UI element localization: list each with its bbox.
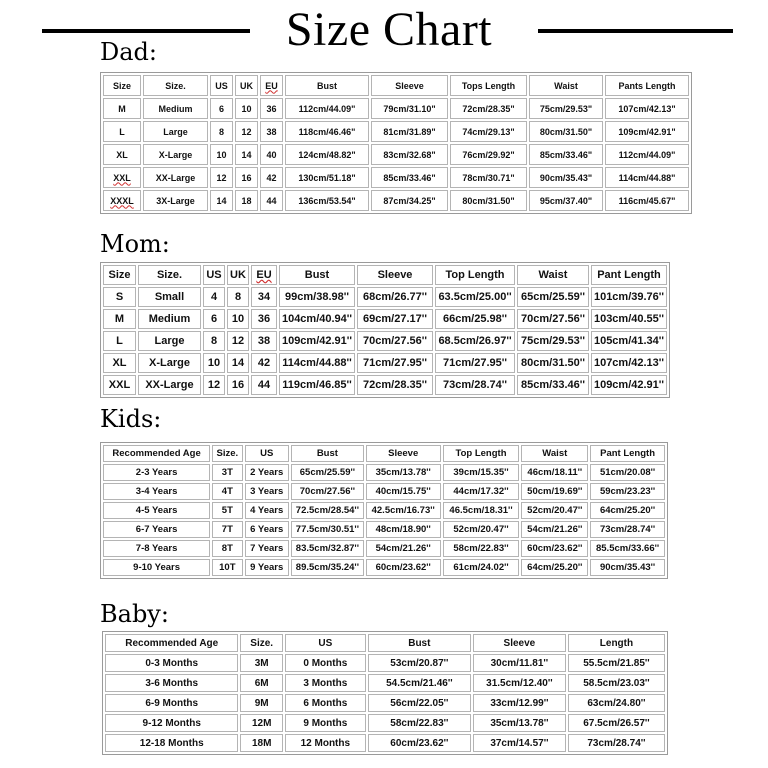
table-cell: 85cm/33.46" bbox=[371, 167, 448, 188]
table-cell: 116cm/45.67" bbox=[605, 190, 689, 211]
table-cell: 3 Months bbox=[285, 674, 366, 692]
table-row bbox=[103, 559, 665, 576]
mom-size-table bbox=[100, 262, 670, 398]
table-cell: 63cm/24.80'' bbox=[568, 694, 665, 712]
table-cell: 33cm/12.99'' bbox=[473, 694, 566, 712]
table-cell: 52cm/20.47'' bbox=[521, 502, 588, 519]
table-cell: 114cm/44.88'' bbox=[279, 353, 355, 373]
column-header: Waist bbox=[521, 445, 588, 462]
table-cell: 46.5cm/18.31'' bbox=[443, 502, 520, 519]
table-cell: 119cm/46.85'' bbox=[279, 375, 355, 395]
table-cell: 35cm/13.78'' bbox=[366, 464, 441, 481]
table-cell: 36 bbox=[260, 98, 283, 119]
table-cell: 64cm/25.20'' bbox=[521, 559, 588, 576]
table-cell: 75cm/29.53" bbox=[529, 98, 603, 119]
column-header: Bust bbox=[368, 634, 471, 652]
table-cell: 2-3 Years bbox=[103, 464, 210, 481]
table-cell: 10 bbox=[235, 98, 258, 119]
table-row bbox=[103, 521, 665, 538]
table-cell: 103cm/40.55'' bbox=[591, 309, 667, 329]
table-cell: 60cm/23.62'' bbox=[368, 734, 471, 752]
table-cell: XL bbox=[103, 144, 141, 165]
table-cell: 85cm/33.46" bbox=[529, 144, 603, 165]
table-cell: XXXL bbox=[103, 190, 141, 211]
table-cell: 50cm/19.69'' bbox=[521, 483, 588, 500]
table-cell: 54.5cm/21.46'' bbox=[368, 674, 471, 692]
table-cell: XX-Large bbox=[143, 167, 208, 188]
table-cell: 6-9 Months bbox=[105, 694, 238, 712]
column-header: Size. bbox=[240, 634, 282, 652]
table-cell: 6 Months bbox=[285, 694, 366, 712]
table-cell: 8 bbox=[227, 287, 249, 307]
table-cell: 9M bbox=[240, 694, 282, 712]
column-header: Tops Length bbox=[450, 75, 527, 96]
table-cell: X-Large bbox=[143, 144, 208, 165]
table-cell: 12 Months bbox=[285, 734, 366, 752]
table-cell: 58.5cm/23.03'' bbox=[568, 674, 665, 692]
table-header-row bbox=[105, 634, 665, 652]
table-cell: Small bbox=[138, 287, 201, 307]
table-cell: 61cm/24.02'' bbox=[443, 559, 520, 576]
table-cell: 6-7 Years bbox=[103, 521, 210, 538]
table-cell: 80cm/31.50'' bbox=[517, 353, 589, 373]
table-cell: S bbox=[103, 287, 136, 307]
table-cell: 3T bbox=[212, 464, 242, 481]
table-cell: 3M bbox=[240, 654, 282, 672]
table-cell: 0 Months bbox=[285, 654, 366, 672]
column-header: Waist bbox=[529, 75, 603, 96]
table-cell: 14 bbox=[227, 353, 249, 373]
section-label-dad: Dad: bbox=[100, 38, 157, 66]
table-cell: L bbox=[103, 121, 141, 142]
table-cell: 53cm/20.87'' bbox=[368, 654, 471, 672]
table-cell: 8T bbox=[212, 540, 242, 557]
page-title: Size Chart bbox=[285, 3, 493, 56]
table-cell: 73cm/28.74'' bbox=[435, 375, 515, 395]
table-cell: 40 bbox=[260, 144, 283, 165]
column-header: EU bbox=[251, 265, 277, 285]
table-cell: 9 Months bbox=[285, 714, 366, 732]
table-row bbox=[103, 464, 665, 481]
table-cell: M bbox=[103, 309, 136, 329]
section-label-kids: Kids: bbox=[100, 405, 162, 433]
table-cell: X-Large bbox=[138, 353, 201, 373]
table-cell: 42 bbox=[251, 353, 277, 373]
table-cell: 85.5cm/33.66'' bbox=[590, 540, 665, 557]
table-cell: 4 bbox=[203, 287, 225, 307]
table-cell: XXL bbox=[103, 167, 141, 188]
column-header: Sleeve bbox=[357, 265, 433, 285]
table-cell: 72cm/28.35'' bbox=[357, 375, 433, 395]
dad-size-table bbox=[100, 72, 692, 214]
table-cell: Large bbox=[138, 331, 201, 351]
table-cell: 12 bbox=[203, 375, 225, 395]
table-cell: 124cm/48.82" bbox=[285, 144, 369, 165]
table-cell: 66cm/25.98'' bbox=[435, 309, 515, 329]
table-cell: 8 bbox=[203, 331, 225, 351]
table-cell: 60cm/23.62'' bbox=[521, 540, 588, 557]
table-cell: 4T bbox=[212, 483, 242, 500]
table-cell: 130cm/51.18" bbox=[285, 167, 369, 188]
table-cell: 51cm/20.08'' bbox=[590, 464, 665, 481]
table-cell: 37cm/14.57'' bbox=[473, 734, 566, 752]
table-cell: 6M bbox=[240, 674, 282, 692]
table-cell: 16 bbox=[227, 375, 249, 395]
table-cell: 2 Years bbox=[245, 464, 289, 481]
column-header: Size. bbox=[138, 265, 201, 285]
table-cell: 3 Years bbox=[245, 483, 289, 500]
table-header-row bbox=[103, 445, 665, 462]
table-cell: 7T bbox=[212, 521, 242, 538]
table-cell: 8 bbox=[210, 121, 233, 142]
title-rule-left bbox=[42, 29, 250, 33]
table-cell: 90cm/35.43" bbox=[529, 167, 603, 188]
table-cell: 64cm/25.20'' bbox=[590, 502, 665, 519]
table-cell: 14 bbox=[210, 190, 233, 211]
table-row bbox=[105, 674, 665, 692]
table-cell: XX-Large bbox=[138, 375, 201, 395]
column-header: Bust bbox=[285, 75, 369, 96]
section-label-mom: Mom: bbox=[100, 230, 170, 258]
table-cell: 0-3 Months bbox=[105, 654, 238, 672]
table-cell: 12 bbox=[210, 167, 233, 188]
table-cell: 95cm/37.40" bbox=[529, 190, 603, 211]
table-cell: 67.5cm/26.57'' bbox=[568, 714, 665, 732]
table-cell: 81cm/31.89" bbox=[371, 121, 448, 142]
table-cell: 42 bbox=[260, 167, 283, 188]
table-cell: 9 Years bbox=[245, 559, 289, 576]
title-rule-right bbox=[538, 29, 733, 33]
table-cell: 58cm/22.83'' bbox=[368, 714, 471, 732]
column-header: Recommended Age bbox=[103, 445, 210, 462]
section-label-baby: Baby: bbox=[100, 600, 169, 628]
table-cell: 12-18 Months bbox=[105, 734, 238, 752]
table-row bbox=[103, 167, 689, 188]
table-row bbox=[105, 694, 665, 712]
column-header: Top Length bbox=[435, 265, 515, 285]
table-cell: 104cm/40.94'' bbox=[279, 309, 355, 329]
table-cell: 105cm/41.34'' bbox=[591, 331, 667, 351]
column-header: UK bbox=[227, 265, 249, 285]
table-cell: 5T bbox=[212, 502, 242, 519]
table-cell: 9-10 Years bbox=[103, 559, 210, 576]
table-cell: 12 bbox=[235, 121, 258, 142]
column-header: Pant Length bbox=[591, 265, 667, 285]
table-cell: 10 bbox=[210, 144, 233, 165]
table-row bbox=[103, 309, 667, 329]
table-row bbox=[103, 353, 667, 373]
column-header: Sleeve bbox=[366, 445, 441, 462]
column-header: Size bbox=[103, 75, 141, 96]
table-row bbox=[103, 98, 689, 119]
table-cell: 76cm/29.92" bbox=[450, 144, 527, 165]
table-cell: 3-6 Months bbox=[105, 674, 238, 692]
table-row bbox=[103, 540, 665, 557]
column-header: Size bbox=[103, 265, 136, 285]
column-header: US bbox=[203, 265, 225, 285]
table-cell: 70cm/27.56'' bbox=[517, 309, 589, 329]
table-cell: L bbox=[103, 331, 136, 351]
table-cell: 71cm/27.95'' bbox=[357, 353, 433, 373]
column-header: Top Length bbox=[443, 445, 520, 462]
table-cell: 44cm/17.32'' bbox=[443, 483, 520, 500]
column-header: Pant Length bbox=[590, 445, 665, 462]
table-cell: 55.5cm/21.85'' bbox=[568, 654, 665, 672]
table-cell: 4-5 Years bbox=[103, 502, 210, 519]
table-row bbox=[103, 144, 689, 165]
table-cell: 85cm/33.46'' bbox=[517, 375, 589, 395]
table-cell: 73cm/28.74'' bbox=[590, 521, 665, 538]
table-cell: 112cm/44.09" bbox=[285, 98, 369, 119]
table-row bbox=[103, 331, 667, 351]
table-header-row bbox=[103, 265, 667, 285]
column-header: Recommended Age bbox=[105, 634, 238, 652]
table-cell: 46cm/18.11'' bbox=[521, 464, 588, 481]
column-header: US bbox=[245, 445, 289, 462]
table-cell: 87cm/34.25" bbox=[371, 190, 448, 211]
table-cell: 101cm/39.76'' bbox=[591, 287, 667, 307]
column-header: UK bbox=[235, 75, 258, 96]
table-cell: 16 bbox=[235, 167, 258, 188]
table-cell: 75cm/29.53'' bbox=[517, 331, 589, 351]
table-cell: 68.5cm/26.97'' bbox=[435, 331, 515, 351]
column-header: Size. bbox=[143, 75, 208, 96]
table-cell: 52cm/20.47'' bbox=[443, 521, 520, 538]
table-cell: 89.5cm/35.24'' bbox=[291, 559, 364, 576]
table-cell: 136cm/53.54" bbox=[285, 190, 369, 211]
table-cell: 10 bbox=[203, 353, 225, 373]
table-cell: 18 bbox=[235, 190, 258, 211]
table-cell: 48cm/18.90'' bbox=[366, 521, 441, 538]
table-cell: 112cm/44.09" bbox=[605, 144, 689, 165]
kids-size-table bbox=[100, 442, 668, 579]
table-cell: 118cm/46.46" bbox=[285, 121, 369, 142]
table-cell: 54cm/21.26'' bbox=[521, 521, 588, 538]
table-cell: 18M bbox=[240, 734, 282, 752]
table-cell: Large bbox=[143, 121, 208, 142]
column-header: Size. bbox=[212, 445, 242, 462]
table-row bbox=[103, 287, 667, 307]
table-row bbox=[105, 734, 665, 752]
column-header: Bust bbox=[291, 445, 364, 462]
table-cell: 114cm/44.88" bbox=[605, 167, 689, 188]
table-cell: 79cm/31.10" bbox=[371, 98, 448, 119]
table-cell: 6 bbox=[203, 309, 225, 329]
table-cell: 38 bbox=[260, 121, 283, 142]
baby-size-table bbox=[102, 631, 668, 755]
column-header: US bbox=[285, 634, 366, 652]
table-cell: 70cm/27.56'' bbox=[357, 331, 433, 351]
table-row bbox=[103, 483, 665, 500]
table-cell: 68cm/26.77'' bbox=[357, 287, 433, 307]
table-cell: 65cm/25.59'' bbox=[291, 464, 364, 481]
table-row bbox=[105, 654, 665, 672]
table-cell: 74cm/29.13" bbox=[450, 121, 527, 142]
table-cell: 12 bbox=[227, 331, 249, 351]
table-cell: 59cm/23.23'' bbox=[590, 483, 665, 500]
column-header: EU bbox=[260, 75, 283, 96]
table-cell: Medium bbox=[138, 309, 201, 329]
table-cell: 80cm/31.50" bbox=[529, 121, 603, 142]
table-cell: 80cm/31.50" bbox=[450, 190, 527, 211]
table-cell: 63.5cm/25.00'' bbox=[435, 287, 515, 307]
table-cell: 109cm/42.91" bbox=[605, 121, 689, 142]
table-cell: 72.5cm/28.54'' bbox=[291, 502, 364, 519]
table-cell: 40cm/15.75'' bbox=[366, 483, 441, 500]
table-cell: 71cm/27.95'' bbox=[435, 353, 515, 373]
column-header: Pants Length bbox=[605, 75, 689, 96]
table-cell: 3X-Large bbox=[143, 190, 208, 211]
table-cell: 107cm/42.13'' bbox=[591, 353, 667, 373]
table-cell: 83cm/32.68" bbox=[371, 144, 448, 165]
table-row bbox=[105, 714, 665, 732]
column-header: US bbox=[210, 75, 233, 96]
table-cell: 65cm/25.59'' bbox=[517, 287, 589, 307]
table-cell: 58cm/22.83'' bbox=[443, 540, 520, 557]
table-cell: 35cm/13.78'' bbox=[473, 714, 566, 732]
table-cell: 4 Years bbox=[245, 502, 289, 519]
table-cell: 42.5cm/16.73'' bbox=[366, 502, 441, 519]
table-cell: 7-8 Years bbox=[103, 540, 210, 557]
table-cell: 9-12 Months bbox=[105, 714, 238, 732]
table-row bbox=[103, 375, 667, 395]
table-cell: 44 bbox=[251, 375, 277, 395]
table-cell: 70cm/27.56'' bbox=[291, 483, 364, 500]
table-cell: 12M bbox=[240, 714, 282, 732]
column-header: Bust bbox=[279, 265, 355, 285]
table-cell: 6 Years bbox=[245, 521, 289, 538]
table-cell: 39cm/15.35'' bbox=[443, 464, 520, 481]
table-row bbox=[103, 121, 689, 142]
table-cell: 77.5cm/30.51'' bbox=[291, 521, 364, 538]
table-cell: 10 bbox=[227, 309, 249, 329]
table-cell: XL bbox=[103, 353, 136, 373]
table-cell: 60cm/23.62'' bbox=[366, 559, 441, 576]
table-cell: 73cm/28.74'' bbox=[568, 734, 665, 752]
table-cell: 69cm/27.17'' bbox=[357, 309, 433, 329]
table-cell: M bbox=[103, 98, 141, 119]
table-cell: 109cm/42.91'' bbox=[591, 375, 667, 395]
table-cell: 7 Years bbox=[245, 540, 289, 557]
column-header: Length bbox=[568, 634, 665, 652]
column-header: Sleeve bbox=[371, 75, 448, 96]
table-cell: 38 bbox=[251, 331, 277, 351]
table-cell: 107cm/42.13" bbox=[605, 98, 689, 119]
table-header-row bbox=[103, 75, 689, 96]
table-cell: 72cm/28.35" bbox=[450, 98, 527, 119]
table-cell: 14 bbox=[235, 144, 258, 165]
table-cell: 109cm/42.91'' bbox=[279, 331, 355, 351]
table-cell: 36 bbox=[251, 309, 277, 329]
table-cell: 34 bbox=[251, 287, 277, 307]
table-row bbox=[103, 502, 665, 519]
table-cell: XXL bbox=[103, 375, 136, 395]
table-row bbox=[103, 190, 689, 211]
table-cell: 30cm/11.81'' bbox=[473, 654, 566, 672]
table-cell: 56cm/22.05'' bbox=[368, 694, 471, 712]
table-cell: 54cm/21.26'' bbox=[366, 540, 441, 557]
table-cell: 10T bbox=[212, 559, 242, 576]
table-cell: 78cm/30.71" bbox=[450, 167, 527, 188]
table-cell: 31.5cm/12.40'' bbox=[473, 674, 566, 692]
table-cell: 90cm/35.43'' bbox=[590, 559, 665, 576]
table-cell: 83.5cm/32.87'' bbox=[291, 540, 364, 557]
table-cell: 44 bbox=[260, 190, 283, 211]
column-header: Waist bbox=[517, 265, 589, 285]
table-cell: 99cm/38.98'' bbox=[279, 287, 355, 307]
table-cell: 6 bbox=[210, 98, 233, 119]
column-header: Sleeve bbox=[473, 634, 566, 652]
table-cell: Medium bbox=[143, 98, 208, 119]
table-cell: 3-4 Years bbox=[103, 483, 210, 500]
